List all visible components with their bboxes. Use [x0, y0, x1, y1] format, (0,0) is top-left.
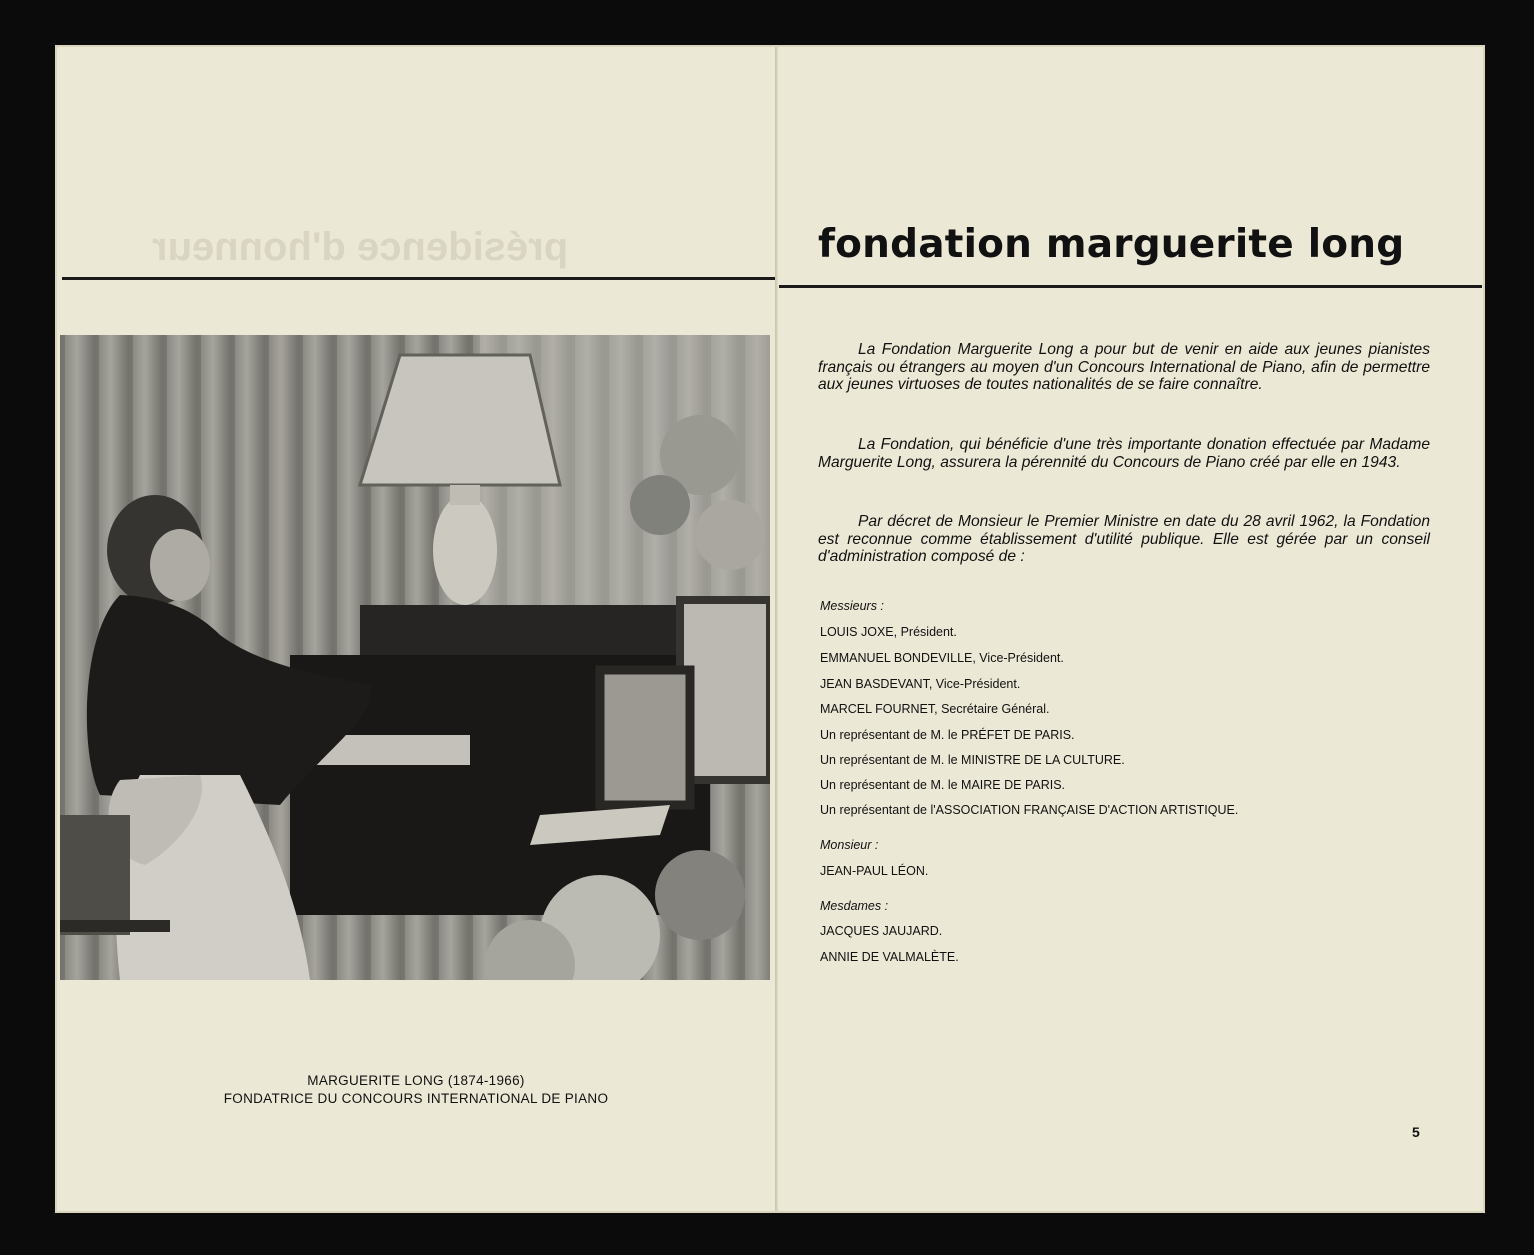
member-row	[820, 728, 1075, 742]
member-name: Un représentant de l'ASSOCIATION FRANÇAISE D'ACTION ARTISTIQUE.	[820, 803, 1239, 817]
left-page-rule	[62, 277, 775, 280]
member-name: JEAN BASDEVANT	[820, 677, 929, 691]
member-name: Un représentant de M. le MINISTRE DE LA CULTURE.	[820, 753, 1125, 767]
member-name: MARCEL FOURNET	[820, 702, 935, 716]
member-name: JACQUES JAUJARD.	[820, 924, 943, 938]
caption-line-2: FONDATRICE DU CONCOURS INTERNATIONAL DE PIANO	[223, 1091, 609, 1106]
member-row	[820, 924, 942, 938]
member-role: , Secrétaire Général.	[934, 702, 1050, 716]
member-name: Un représentant de M. le MAIRE DE PARIS.	[820, 778, 1066, 792]
member-role: , Vice-Président.	[928, 677, 1021, 691]
paragraph-purpose: La Fondation Marguerite Long a pour but de venir en aide aux jeunes pianistes français ou étrangers au moyen d'un Concours International de Piano, afin de permettre aux jeunes virtuoses de toutes nationalités de se faire connaître.	[818, 341, 1430, 393]
page-gutter	[775, 47, 778, 1211]
marguerite-long-photo	[60, 335, 770, 980]
page-title: fondation marguerite long	[818, 222, 1405, 267]
piano-scene-illustration	[60, 335, 770, 980]
group-heading-monsieur: Monsieur :	[820, 838, 879, 852]
paragraph-donation: La Fondation, qui bénéficie d'une très importante donation effectuée par Madame Marguerite Long, assurera la pérennité du Concours de Piano créé par elle en 1943.	[818, 436, 1430, 471]
group-heading-mesdames: Mesdames :	[820, 899, 889, 913]
member-row	[820, 625, 957, 639]
group-heading-messieurs: Messieurs :	[820, 599, 884, 613]
right-page-rule	[779, 285, 1482, 288]
member-row	[820, 950, 959, 964]
member-row	[820, 702, 1049, 716]
member-name: Un représentant de M. le PRÉFET DE PARIS.	[820, 728, 1075, 742]
member-name: JEAN-PAUL LÉON.	[820, 864, 929, 878]
photo-caption	[60, 1072, 772, 1108]
member-role: , Président.	[893, 625, 957, 639]
member-row	[820, 778, 1065, 792]
caption-line-1: MARGUERITE LONG (1874-1966)	[307, 1073, 525, 1088]
paragraph-decree: Par décret de Monsieur le Premier Ministre en date du 28 avril 1962, la Fondation est reconnue comme établissement d'utilité publique. Elle est gérée par un conseil d'administration composé de :	[818, 513, 1430, 565]
member-role: , Vice-Président.	[972, 651, 1064, 665]
member-name: ANNIE DE VALMALÈTE.	[820, 950, 959, 964]
show-through-text: présidence d'honneur	[151, 225, 568, 269]
member-row	[820, 651, 1064, 665]
member-row	[820, 677, 1020, 691]
page-number: 5	[1412, 1124, 1420, 1140]
member-name: LOUIS JOXE	[820, 625, 894, 639]
member-row	[820, 864, 928, 878]
member-row	[820, 803, 1238, 817]
member-row	[820, 753, 1125, 767]
member-name: EMMANUEL BONDEVILLE	[820, 651, 973, 665]
